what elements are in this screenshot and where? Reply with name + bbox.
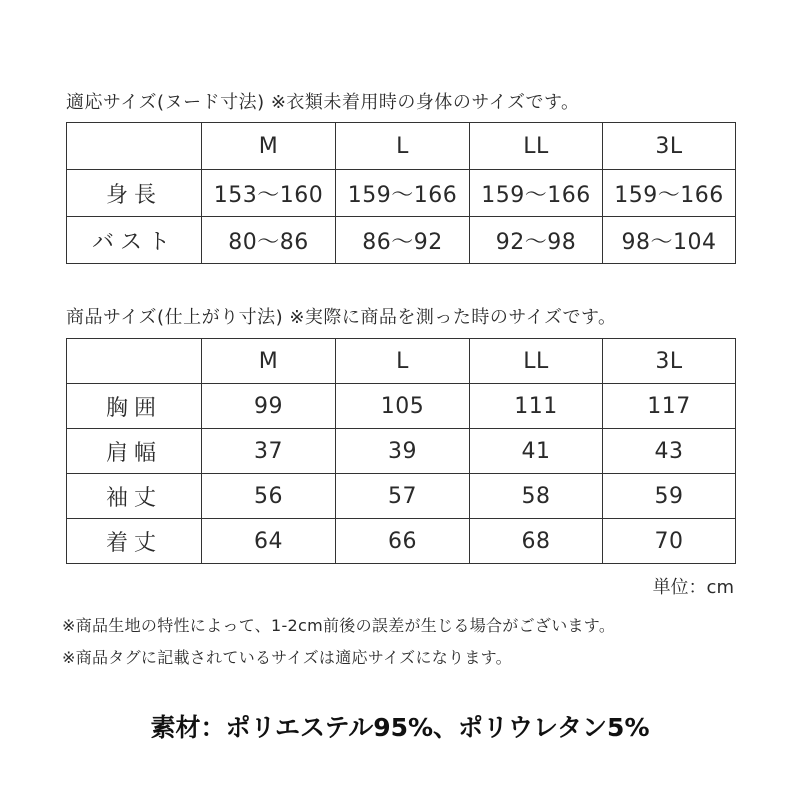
table-row [67,384,736,429]
table-cell: 80〜86 [202,217,336,264]
table-row [67,474,736,519]
row-label-sleeve: 袖丈 [67,474,202,519]
table-cell: 70 [603,519,736,564]
header-cell-empty [67,339,202,384]
note-tolerance: ※商品生地の特性によって、1-2cm前後の誤差が生じる場合がございます。 [62,616,616,635]
table-cell: 56 [202,474,336,519]
table-row [67,217,736,264]
row-label-height: 身長 [67,170,202,217]
table-cell: 98〜104 [603,217,736,264]
table-cell: 57 [336,474,470,519]
table-row [67,519,736,564]
header-cell-ll: LL [470,123,603,170]
table-cell: 117 [603,384,736,429]
header-cell-empty [67,123,202,170]
row-label-chest: 胸囲 [67,384,202,429]
table-cell: 39 [336,429,470,474]
product-header-row [67,339,736,384]
header-cell-3l: 3L [603,339,736,384]
row-label-bust: バスト [67,217,202,264]
table-cell: 58 [470,474,603,519]
header-cell-l: L [336,339,470,384]
table-cell: 68 [470,519,603,564]
table-cell: 86〜92 [336,217,470,264]
row-label-length: 着丈 [67,519,202,564]
table-cell: 37 [202,429,336,474]
table-cell: 64 [202,519,336,564]
header-cell-m: M [202,123,336,170]
row-label-shoulder: 肩幅 [67,429,202,474]
table-cell: 159〜166 [470,170,603,217]
table-cell: 111 [470,384,603,429]
table-cell: 159〜166 [336,170,470,217]
note-tag-size: ※商品タグに記載されているサイズは適応サイズになります。 [62,648,512,667]
header-cell-l: L [336,123,470,170]
product-size-caption: 商品サイズ(仕上がり寸法) ※実際に商品を測った時のサイズです。 [66,307,617,328]
table-cell: 59 [603,474,736,519]
fit-size-table [66,122,736,264]
table-cell: 153〜160 [202,170,336,217]
header-cell-3l: 3L [603,123,736,170]
table-cell: 92〜98 [470,217,603,264]
table-cell: 66 [336,519,470,564]
product-size-table [66,338,736,564]
table-row [67,429,736,474]
fit-size-caption: 適応サイズ(ヌード寸法) ※衣類未着用時の身体のサイズです。 [66,92,580,113]
table-cell: 43 [603,429,736,474]
table-cell: 99 [202,384,336,429]
fit-header-row [67,123,736,170]
table-row [67,170,736,217]
table-cell: 159〜166 [603,170,736,217]
material-label: 素材：ポリエステル95%、ポリウレタン5% [150,713,650,742]
table-cell: 105 [336,384,470,429]
header-cell-m: M [202,339,336,384]
header-cell-ll: LL [470,339,603,384]
table-cell: 41 [470,429,603,474]
unit-label: 単位：cm [652,577,734,598]
